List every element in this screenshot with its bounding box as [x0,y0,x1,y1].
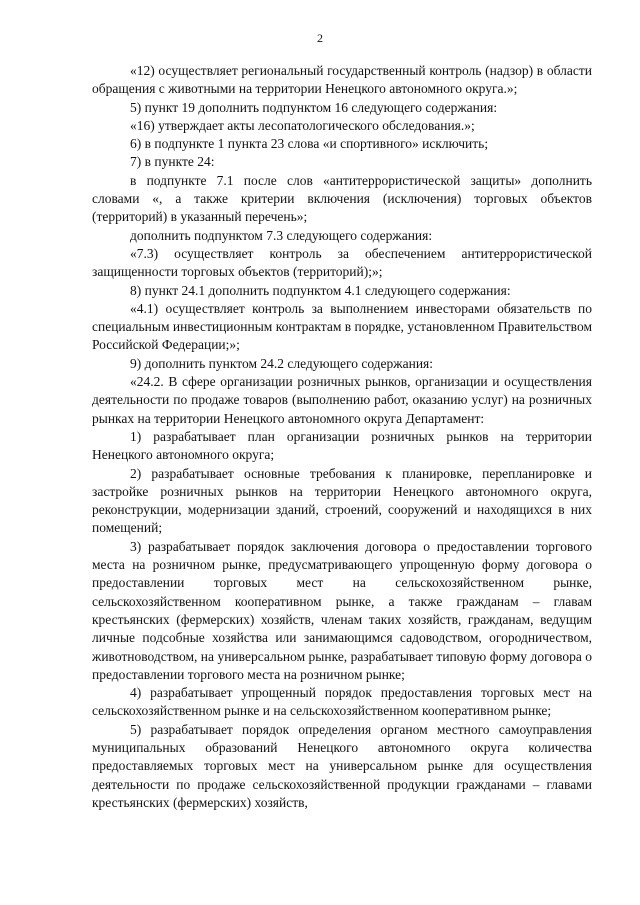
paragraph-subitem-16: «16) утверждает акты лесопатологического обследования.»; [130,117,475,133]
paragraph-clause-24-2-3: 3) разрабатывает порядок заключения договора о предоставлении торгового места на розничном рынке, предусматривающего упрощенную форму договора о предоставлении торговых мест на сельскохозяйственном рынке, сельскохозяйственном кооперативном рынке, а также гражданам – главам крестьянских (фермерских) хозяйств, членам таких хозяйств, гражданам, ведущим личные подсобные хозяйства или занимающимся садоводством, огородничеством, животноводством, на универсальном рынке, разрабатывает типовую форму договора о предоставлении торгового места на розничном рынке; [92,538,592,682]
paragraph-clause-24-2: «24.2. В сфере организации розничных рынков, организации и осуществления деятельности по продаже товаров (выполнению работ, оказанию услуг) на розничных рынках на территории Ненецкого автономного округа Департамент: [92,374,592,426]
paragraph-item-5: 5) пункт 19 дополнить подпунктом 16 следующего содержания: [130,99,498,115]
paragraph-12-animal-control: «12) осуществляет региональный государственный контроль (надзор) в области обращения с животными на территории Ненецкого автономного округа.»; [92,63,592,97]
paragraph-subitem-4-1: «4.1) осуществляет контроль за выполнением инвесторами обязательств по специальным инвестиционным контрактам в порядке, установленном Правительством Российской Федерации;»; [92,300,592,353]
paragraph-clause-24-2-2: 2) разрабатывает основные требования к планировке, перепланировке и застройке розничных рынков на территории Ненецкого автономного округа, реконструкции, модернизации зданий, строений, сооружений и находящихся в них помещений; [92,465,592,536]
paragraph-clause-24-2-5: 5) разрабатывает порядок определения органом местного самоуправления муниципальных образований Ненецкого автономного округа количества предоставляемых торговых мест на универсальном рынке для осуществления деятельности по продаже сельскохозяйственной продукции гражданами – главами крестьянских (фермерских) хозяйств, [92,721,592,810]
paragraph-clause-24-2-1: 1) разрабатывает план организации розничных рынков на территории Ненецкого автономного округа; [92,428,592,463]
paragraph-item-8: 8) пункт 24.1 дополнить подпунктом 4.1 следующего содержания: [130,282,511,298]
paragraph-clause-24-2-4: 4) разрабатывает упрощенный порядок предоставления торговых мест на сельскохозяйственном рынке и на сельскохозяйственном кооперативном рынке; [92,685,592,719]
page-number: 2 [317,31,323,45]
paragraph-item-9: 9) дополнить пунктом 24.2 следующего содержания: [130,355,434,371]
document-body [92,62,592,812]
paragraph-subitem-7-1: в подпункте 7.1 после слов «антитеррористической защиты» дополнить словами «, а также критерии включения (исключения) торговых объектов (территорий) в указанный перечень»; [92,172,592,225]
paragraph-subitem-7-3: «7.3) осуществляет контроль за обеспечением антитеррористической защищенности торговых объектов (территорий);»; [92,245,592,280]
paragraph-add-7-3: дополнить подпунктом 7.3 следующего содержания: [130,227,433,243]
paragraph-item-7: 7) в пункте 24: [130,154,215,170]
paragraph-item-6: 6) в подпункте 1 пункта 23 слова «и спортивного» исключить; [130,136,489,152]
